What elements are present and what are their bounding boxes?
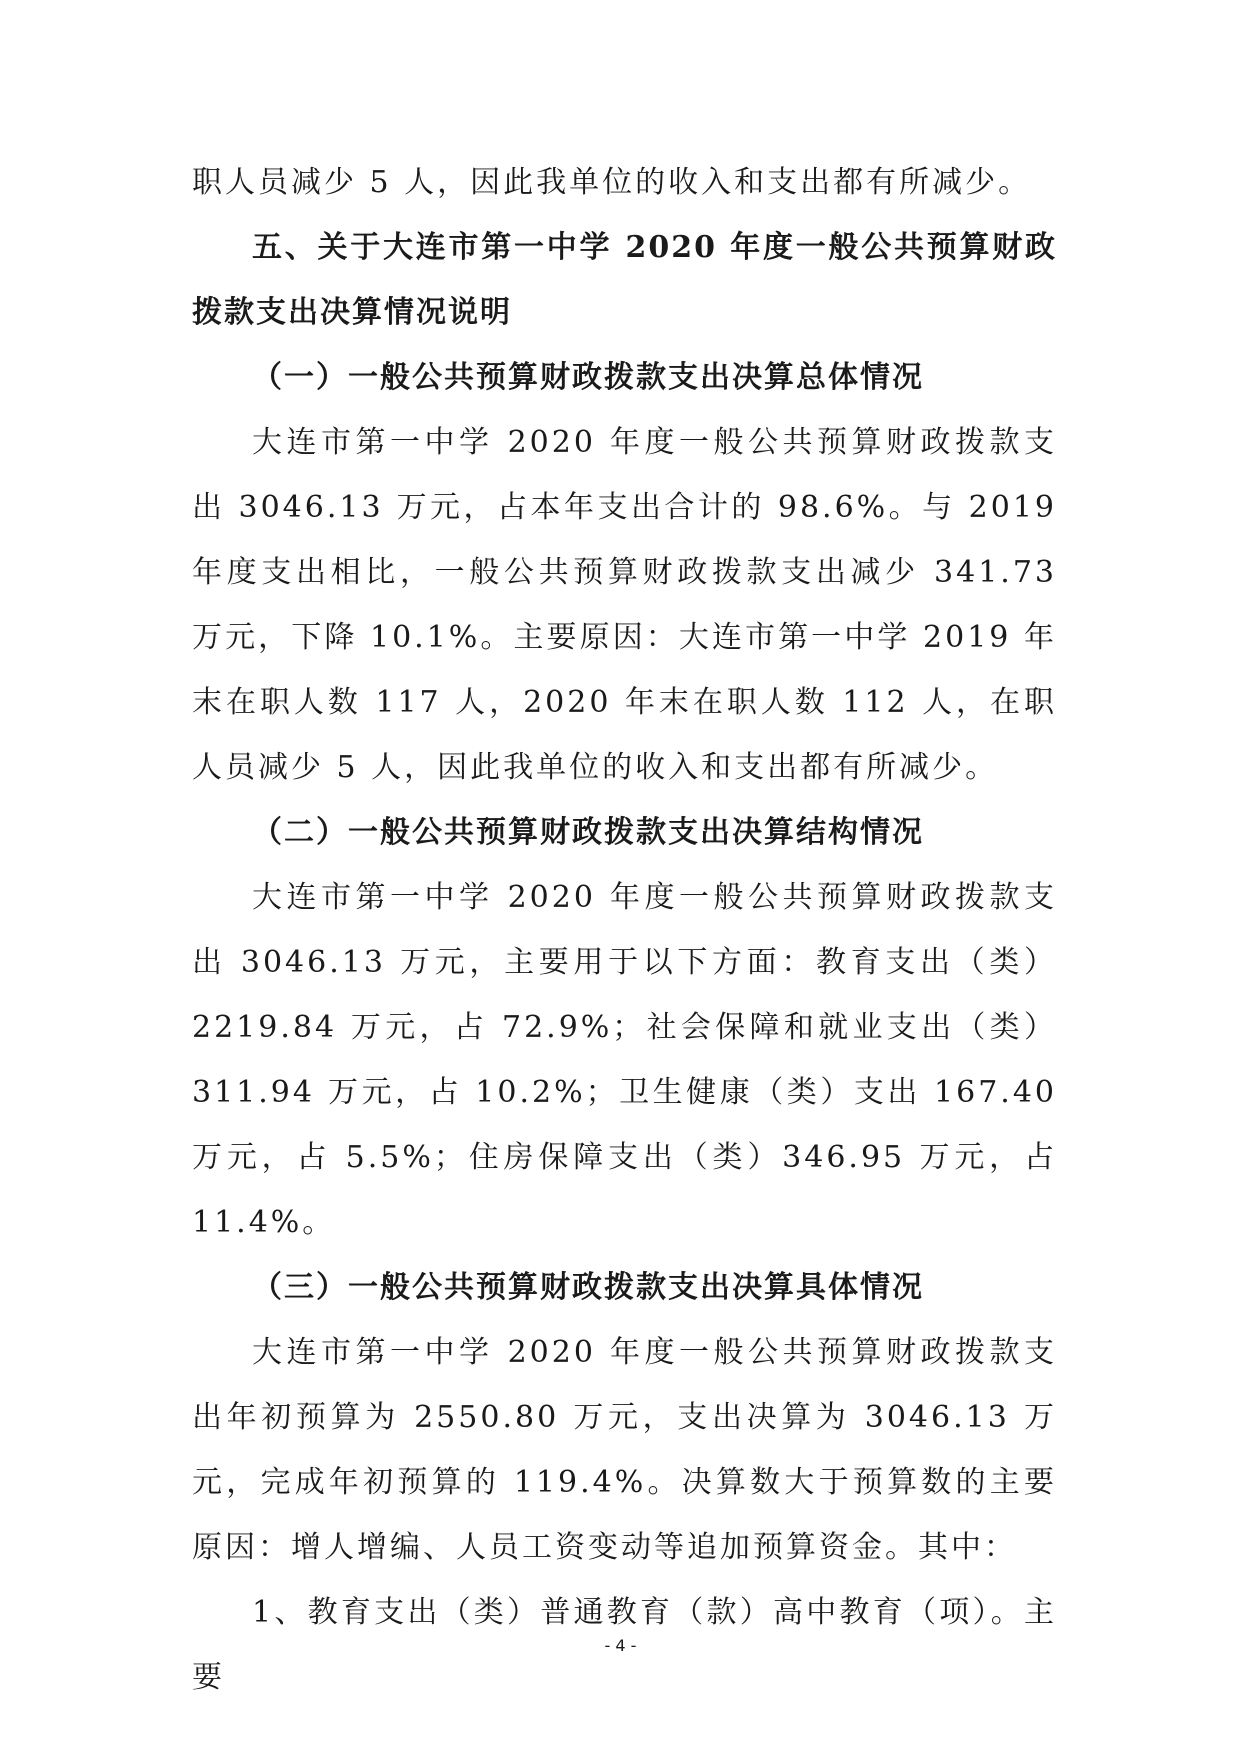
document-body	[192, 150, 1057, 1710]
section-heading-5: 五、关于大连市第一中学 2020 年度一般公共预算财政拨款支出决算情况说明	[192, 230, 1057, 330]
paragraph-structure: 大连市第一中学 2020 年度一般公共预算财政拨款支出 3046.13 万元，主要用于以下方面：教育支出（类）2219.84 万元，占 72.9%；社会保障和就业支出（类）311.94 万元，占 10.2%；卫生健康（类）支出 167.40 万元，占 5.5%；住房保障支出（类）346.95 万元，占 11.4%。	[192, 880, 1057, 1240]
subheading-2: （二）一般公共预算财政拨款支出决算结构情况	[252, 815, 924, 850]
paragraph-specific: 大连市第一中学 2020 年度一般公共预算财政拨款支出年初预算为 2550.80 万元，支出决算为 3046.13 万元，完成年初预算的 119.4%。决算数大于预算数的主要原因：增人增编、人员工资变动等追加预算资金。其中：	[192, 1335, 1057, 1565]
paragraph-continued: 职人员减少 5 人，因此我单位的收入和支出都有所减少。	[192, 165, 1032, 200]
subheading-3: （三）一般公共预算财政拨款支出决算具体情况	[252, 1270, 924, 1305]
paragraph-item-1: 1、教育支出（类）普通教育（款）高中教育（项）。主要	[192, 1595, 1057, 1695]
subheading-1: （一）一般公共预算财政拨款支出决算总体情况	[252, 360, 924, 395]
page-number: - 4 -	[604, 1636, 637, 1655]
paragraph-overall: 大连市第一中学 2020 年度一般公共预算财政拨款支出 3046.13 万元，占本年支出合计的 98.6%。与 2019 年度支出相比，一般公共预算财政拨款支出减少 341.73 万元，下降 10.1%。主要原因：大连市第一中学 2019 年末在职人数 117 人，2020 年末在职人数 112 人，在职人员减少 5 人，因此我单位的收入和支出都有所减少。	[192, 425, 1057, 785]
